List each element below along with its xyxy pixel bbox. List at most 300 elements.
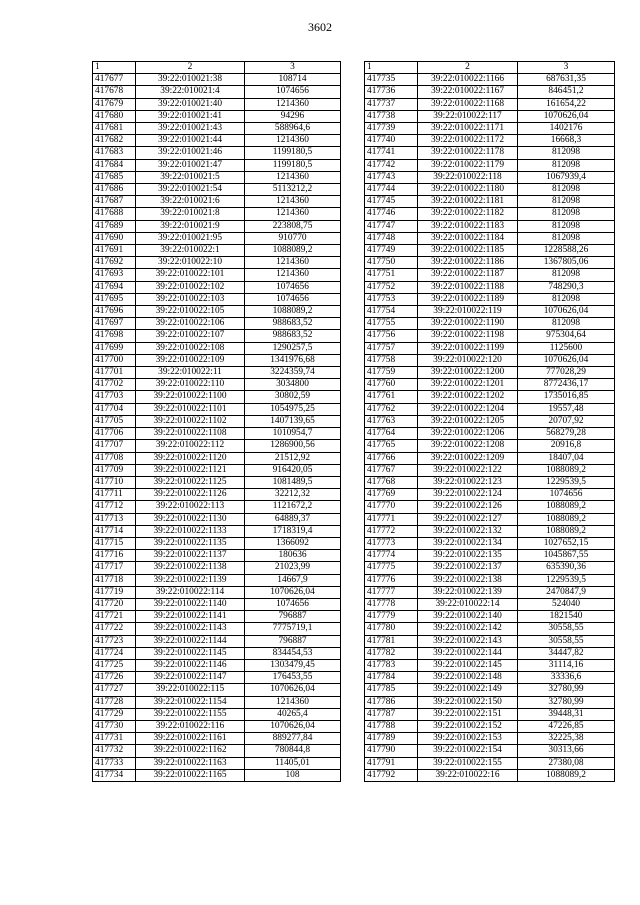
cadastral-number-cell: 39:22:010022:1102 bbox=[136, 415, 245, 427]
value-cell: 1821540 bbox=[518, 611, 615, 623]
table-row bbox=[365, 684, 615, 696]
table-row bbox=[93, 611, 341, 623]
row-number-cell: 417756 bbox=[365, 330, 418, 342]
table-row bbox=[93, 159, 341, 171]
value-cell: 27380,08 bbox=[518, 757, 615, 769]
value-cell: 1341976,68 bbox=[245, 354, 341, 366]
row-number-cell: 417724 bbox=[93, 647, 136, 659]
cadastral-number-cell: 39:22:010022:107 bbox=[136, 330, 245, 342]
table-row bbox=[365, 672, 615, 684]
value-cell: 1199180,5 bbox=[245, 147, 341, 159]
cadastral-number-cell: 39:22:010022:139 bbox=[418, 586, 518, 598]
cadastral-number-cell: 39:22:010022:11 bbox=[136, 367, 245, 379]
data-table-right bbox=[364, 61, 615, 782]
cadastral-number-cell: 39:22:010022:1204 bbox=[418, 403, 518, 415]
row-number-cell: 417689 bbox=[93, 220, 136, 232]
cadastral-number-cell: 39:22:010022:1139 bbox=[136, 574, 245, 586]
value-cell: 39448,31 bbox=[518, 708, 615, 720]
cadastral-number-cell: 39:22:010021:5 bbox=[136, 171, 245, 183]
row-number-cell: 417701 bbox=[93, 367, 136, 379]
cadastral-number-cell: 39:22:010022:110 bbox=[136, 379, 245, 391]
row-number-cell: 417757 bbox=[365, 342, 418, 354]
table-row bbox=[365, 757, 615, 769]
cadastral-number-cell: 39:22:010021:54 bbox=[136, 184, 245, 196]
value-cell: 176453,55 bbox=[245, 672, 341, 684]
cadastral-number-cell: 39:22:010022:1108 bbox=[136, 428, 245, 440]
value-cell: 812098 bbox=[518, 147, 615, 159]
value-cell: 1070626,04 bbox=[518, 306, 615, 318]
table-row bbox=[93, 171, 341, 183]
row-number-cell: 417786 bbox=[365, 696, 418, 708]
row-number-cell: 417791 bbox=[365, 757, 418, 769]
value-cell: 1070626,04 bbox=[518, 354, 615, 366]
table-row bbox=[93, 464, 341, 476]
value-cell: 21023,99 bbox=[245, 562, 341, 574]
table-row bbox=[365, 440, 615, 452]
cadastral-number-cell: 39:22:010022:149 bbox=[418, 684, 518, 696]
value-cell: 910770 bbox=[245, 232, 341, 244]
table-row bbox=[93, 354, 341, 366]
cadastral-number-cell: 39:22:010022:1146 bbox=[136, 659, 245, 671]
value-cell: 777028,29 bbox=[518, 367, 615, 379]
row-number-cell: 417693 bbox=[93, 269, 136, 281]
cadastral-number-cell: 39:22:010022:1200 bbox=[418, 367, 518, 379]
value-cell: 1199180,5 bbox=[245, 159, 341, 171]
table-body-right bbox=[365, 74, 615, 782]
table-row bbox=[93, 135, 341, 147]
value-cell: 1088089,2 bbox=[518, 513, 615, 525]
table-row bbox=[93, 452, 341, 464]
row-number-cell: 417679 bbox=[93, 98, 136, 110]
value-cell: 568279,28 bbox=[518, 428, 615, 440]
row-number-cell: 417678 bbox=[93, 86, 136, 98]
row-number-cell: 417783 bbox=[365, 659, 418, 671]
row-number-cell: 417685 bbox=[93, 171, 136, 183]
table-row bbox=[365, 110, 615, 122]
value-cell: 11405,01 bbox=[245, 757, 341, 769]
cadastral-number-cell: 39:22:010021:38 bbox=[136, 74, 245, 86]
value-cell: 687631,35 bbox=[518, 74, 615, 86]
row-number-cell: 417777 bbox=[365, 586, 418, 598]
row-number-cell: 417711 bbox=[93, 489, 136, 501]
table-row bbox=[93, 489, 341, 501]
row-number-cell: 417687 bbox=[93, 196, 136, 208]
table-body-left bbox=[93, 74, 341, 782]
value-cell: 1027652,15 bbox=[518, 537, 615, 549]
row-number-cell: 417727 bbox=[93, 684, 136, 696]
value-cell: 94296 bbox=[245, 110, 341, 122]
table-row bbox=[365, 598, 615, 610]
table-row bbox=[365, 647, 615, 659]
table-row bbox=[365, 196, 615, 208]
row-number-cell: 417748 bbox=[365, 232, 418, 244]
cadastral-number-cell: 39:22:010022:1185 bbox=[418, 245, 518, 257]
table-row bbox=[365, 184, 615, 196]
row-number-cell: 417684 bbox=[93, 159, 136, 171]
value-cell: 1214360 bbox=[245, 257, 341, 269]
cadastral-number-cell: 39:22:010022:135 bbox=[418, 550, 518, 562]
row-number-cell: 417755 bbox=[365, 318, 418, 330]
cadastral-number-cell: 39:22:010022:1181 bbox=[418, 196, 518, 208]
value-cell: 1070626,04 bbox=[245, 586, 341, 598]
cadastral-number-cell: 39:22:010022:145 bbox=[418, 659, 518, 671]
row-number-cell: 417764 bbox=[365, 428, 418, 440]
value-cell: 21512,92 bbox=[245, 452, 341, 464]
row-number-cell: 417709 bbox=[93, 464, 136, 476]
row-number-cell: 417725 bbox=[93, 659, 136, 671]
table-row bbox=[365, 135, 615, 147]
row-number-cell: 417736 bbox=[365, 86, 418, 98]
table-row bbox=[93, 708, 341, 720]
table-row bbox=[93, 86, 341, 98]
value-cell: 524040 bbox=[518, 598, 615, 610]
row-number-cell: 417714 bbox=[93, 525, 136, 537]
cadastral-number-cell: 39:22:010022:1138 bbox=[136, 562, 245, 574]
row-number-cell: 417703 bbox=[93, 391, 136, 403]
table-row bbox=[365, 354, 615, 366]
value-cell: 812098 bbox=[518, 269, 615, 281]
row-number-cell: 417737 bbox=[365, 98, 418, 110]
value-cell: 1070626,04 bbox=[245, 720, 341, 732]
cadastral-number-cell: 39:22:010022:1205 bbox=[418, 415, 518, 427]
value-cell: 1010954,7 bbox=[245, 428, 341, 440]
table-row bbox=[365, 696, 615, 708]
row-number-cell: 417753 bbox=[365, 293, 418, 305]
value-cell: 1088089,2 bbox=[245, 306, 341, 318]
table-row bbox=[365, 476, 615, 488]
row-number-cell: 417790 bbox=[365, 745, 418, 757]
cadastral-number-cell: 39:22:010022:119 bbox=[418, 306, 518, 318]
row-number-cell: 417774 bbox=[365, 550, 418, 562]
value-cell: 1286900,56 bbox=[245, 440, 341, 452]
value-cell: 748290,3 bbox=[518, 281, 615, 293]
value-cell: 108714 bbox=[245, 74, 341, 86]
table-row bbox=[93, 684, 341, 696]
table-row bbox=[93, 501, 341, 513]
cadastral-number-cell: 39:22:010022:154 bbox=[418, 745, 518, 757]
cadastral-number-cell: 39:22:010021:95 bbox=[136, 232, 245, 244]
table-row bbox=[365, 367, 615, 379]
table-row bbox=[365, 257, 615, 269]
cadastral-number-cell: 39:22:010022:1125 bbox=[136, 476, 245, 488]
value-cell: 1088089,2 bbox=[518, 769, 615, 781]
value-cell: 30802,59 bbox=[245, 391, 341, 403]
value-cell: 1125600 bbox=[518, 342, 615, 354]
row-number-cell: 417761 bbox=[365, 391, 418, 403]
cadastral-number-cell: 39:22:010022:1168 bbox=[418, 98, 518, 110]
value-cell: 1088089,2 bbox=[518, 525, 615, 537]
cadastral-number-cell: 39:22:010022:1141 bbox=[136, 611, 245, 623]
data-table-left bbox=[92, 61, 341, 782]
value-cell: 30313,66 bbox=[518, 745, 615, 757]
table-row bbox=[365, 330, 615, 342]
cadastral-number-cell: 39:22:010022:113 bbox=[136, 501, 245, 513]
table-row bbox=[93, 696, 341, 708]
row-number-cell: 417745 bbox=[365, 196, 418, 208]
table-row bbox=[365, 720, 615, 732]
value-cell: 31114,16 bbox=[518, 659, 615, 671]
value-cell: 1121672,2 bbox=[245, 501, 341, 513]
table-row bbox=[365, 745, 615, 757]
value-cell: 780844,8 bbox=[245, 745, 341, 757]
value-cell: 834454,53 bbox=[245, 647, 341, 659]
value-cell: 64889,37 bbox=[245, 513, 341, 525]
cadastral-number-cell: 39:22:010022:122 bbox=[418, 464, 518, 476]
cadastral-number-cell: 39:22:010022:1180 bbox=[418, 184, 518, 196]
table-row bbox=[93, 306, 341, 318]
value-cell: 1735016,85 bbox=[518, 391, 615, 403]
cadastral-number-cell: 39:22:010022:1120 bbox=[136, 452, 245, 464]
value-cell: 180636 bbox=[245, 550, 341, 562]
cadastral-number-cell: 39:22:010022:1167 bbox=[418, 86, 518, 98]
table-row bbox=[93, 757, 341, 769]
row-number-cell: 417683 bbox=[93, 147, 136, 159]
row-number-cell: 417732 bbox=[93, 745, 136, 757]
value-cell: 1402176 bbox=[518, 123, 615, 135]
cadastral-number-cell: 39:22:010022:117 bbox=[418, 110, 518, 122]
value-cell: 20707,92 bbox=[518, 415, 615, 427]
row-number-cell: 417741 bbox=[365, 147, 418, 159]
table-row bbox=[365, 232, 615, 244]
table-row bbox=[93, 659, 341, 671]
row-number-cell: 417742 bbox=[365, 159, 418, 171]
table-row bbox=[93, 562, 341, 574]
row-number-cell: 417759 bbox=[365, 367, 418, 379]
row-number-cell: 417713 bbox=[93, 513, 136, 525]
row-number-cell: 417688 bbox=[93, 208, 136, 220]
cadastral-number-cell: 39:22:010022:1121 bbox=[136, 464, 245, 476]
table-row bbox=[93, 476, 341, 488]
cadastral-number-cell: 39:22:010022:1140 bbox=[136, 598, 245, 610]
row-number-cell: 417743 bbox=[365, 171, 418, 183]
table-row bbox=[93, 220, 341, 232]
column-header-3: 3 bbox=[518, 62, 615, 74]
cadastral-number-cell: 39:22:010022:1145 bbox=[136, 647, 245, 659]
table-row bbox=[93, 147, 341, 159]
row-number-cell: 417739 bbox=[365, 123, 418, 135]
row-number-cell: 417746 bbox=[365, 208, 418, 220]
cadastral-number-cell: 39:22:010022:114 bbox=[136, 586, 245, 598]
value-cell: 34447,82 bbox=[518, 647, 615, 659]
row-number-cell: 417700 bbox=[93, 354, 136, 366]
value-cell: 1229539,5 bbox=[518, 574, 615, 586]
value-cell: 14667,9 bbox=[245, 574, 341, 586]
table-row bbox=[365, 659, 615, 671]
row-number-cell: 417760 bbox=[365, 379, 418, 391]
row-number-cell: 417692 bbox=[93, 257, 136, 269]
row-number-cell: 417730 bbox=[93, 720, 136, 732]
table-row bbox=[93, 440, 341, 452]
row-number-cell: 417758 bbox=[365, 354, 418, 366]
table-row bbox=[365, 74, 615, 86]
row-number-cell: 417686 bbox=[93, 184, 136, 196]
table-row bbox=[93, 391, 341, 403]
table-row bbox=[365, 342, 615, 354]
value-cell: 1074656 bbox=[245, 293, 341, 305]
row-number-cell: 417712 bbox=[93, 501, 136, 513]
row-number-cell: 417697 bbox=[93, 318, 136, 330]
cadastral-number-cell: 39:22:010022:1171 bbox=[418, 123, 518, 135]
table-row bbox=[365, 208, 615, 220]
value-cell: 30558,55 bbox=[518, 635, 615, 647]
cadastral-number-cell: 39:22:010022:116 bbox=[136, 720, 245, 732]
column-header-1: 1 bbox=[93, 62, 136, 74]
cadastral-number-cell: 39:22:010022:1133 bbox=[136, 525, 245, 537]
table-row bbox=[93, 367, 341, 379]
table-row bbox=[93, 586, 341, 598]
column-header-2: 2 bbox=[418, 62, 518, 74]
cadastral-number-cell: 39:22:010022:10 bbox=[136, 257, 245, 269]
table-row bbox=[365, 489, 615, 501]
table-row bbox=[93, 293, 341, 305]
value-cell: 1367805,06 bbox=[518, 257, 615, 269]
cadastral-number-cell: 39:22:010022:1186 bbox=[418, 257, 518, 269]
table-row bbox=[93, 403, 341, 415]
value-cell: 1088089,2 bbox=[245, 245, 341, 257]
row-number-cell: 417767 bbox=[365, 464, 418, 476]
cadastral-number-cell: 39:22:010022:103 bbox=[136, 293, 245, 305]
cadastral-number-cell: 39:22:010022:16 bbox=[418, 769, 518, 781]
table-row bbox=[365, 147, 615, 159]
table-row bbox=[365, 318, 615, 330]
cadastral-number-cell: 39:22:010022:1100 bbox=[136, 391, 245, 403]
value-cell: 30558,55 bbox=[518, 623, 615, 635]
table-row bbox=[365, 245, 615, 257]
cadastral-number-cell: 39:22:010022:1162 bbox=[136, 745, 245, 757]
cadastral-number-cell: 39:22:010022:1144 bbox=[136, 635, 245, 647]
cadastral-number-cell: 39:22:010022:102 bbox=[136, 281, 245, 293]
table-row bbox=[93, 769, 341, 781]
row-number-cell: 417776 bbox=[365, 574, 418, 586]
value-cell: 1214360 bbox=[245, 269, 341, 281]
cadastral-number-cell: 39:22:010022:1135 bbox=[136, 537, 245, 549]
table-header-row bbox=[93, 62, 341, 74]
row-number-cell: 417677 bbox=[93, 74, 136, 86]
cadastral-number-cell: 39:22:010022:1172 bbox=[418, 135, 518, 147]
row-number-cell: 417694 bbox=[93, 281, 136, 293]
cadastral-number-cell: 39:22:010022:1209 bbox=[418, 452, 518, 464]
value-cell: 32780,99 bbox=[518, 696, 615, 708]
cadastral-number-cell: 39:22:010022:1202 bbox=[418, 391, 518, 403]
row-number-cell: 417721 bbox=[93, 611, 136, 623]
cadastral-number-cell: 39:22:010022:1161 bbox=[136, 733, 245, 745]
value-cell: 812098 bbox=[518, 318, 615, 330]
value-cell: 1214360 bbox=[245, 696, 341, 708]
table-row bbox=[365, 403, 615, 415]
value-cell: 1214360 bbox=[245, 135, 341, 147]
table-row bbox=[365, 708, 615, 720]
table-row bbox=[93, 342, 341, 354]
column-header-3: 3 bbox=[245, 62, 341, 74]
value-cell: 3224359,74 bbox=[245, 367, 341, 379]
value-cell: 19557,48 bbox=[518, 403, 615, 415]
cadastral-number-cell: 39:22:010022:123 bbox=[418, 476, 518, 488]
value-cell: 975304,64 bbox=[518, 330, 615, 342]
value-cell: 988683,52 bbox=[245, 330, 341, 342]
value-cell: 1070626,04 bbox=[245, 684, 341, 696]
value-cell: 1074656 bbox=[245, 281, 341, 293]
row-number-cell: 417775 bbox=[365, 562, 418, 574]
cadastral-number-cell: 39:22:010021:41 bbox=[136, 110, 245, 122]
row-number-cell: 417766 bbox=[365, 452, 418, 464]
cadastral-number-cell: 39:22:010022:152 bbox=[418, 720, 518, 732]
value-cell: 1228588,26 bbox=[518, 245, 615, 257]
cadastral-number-cell: 39:22:010022:1154 bbox=[136, 696, 245, 708]
row-number-cell: 417792 bbox=[365, 769, 418, 781]
table-row bbox=[93, 257, 341, 269]
cadastral-number-cell: 39:22:010021:8 bbox=[136, 208, 245, 220]
cadastral-number-cell: 39:22:010022:124 bbox=[418, 489, 518, 501]
cadastral-number-cell: 39:22:010022:153 bbox=[418, 733, 518, 745]
row-number-cell: 417754 bbox=[365, 306, 418, 318]
cadastral-number-cell: 39:22:010021:44 bbox=[136, 135, 245, 147]
cadastral-number-cell: 39:22:010022:1178 bbox=[418, 147, 518, 159]
value-cell: 1045867,55 bbox=[518, 550, 615, 562]
cadastral-number-cell: 39:22:010021:40 bbox=[136, 98, 245, 110]
table-row bbox=[93, 428, 341, 440]
table-row bbox=[365, 562, 615, 574]
table-row bbox=[93, 672, 341, 684]
table-row bbox=[93, 733, 341, 745]
row-number-cell: 417699 bbox=[93, 342, 136, 354]
table-row bbox=[365, 464, 615, 476]
row-number-cell: 417719 bbox=[93, 586, 136, 598]
row-number-cell: 417706 bbox=[93, 428, 136, 440]
table-row bbox=[93, 415, 341, 427]
table-row bbox=[93, 525, 341, 537]
cadastral-number-cell: 39:22:010022:1206 bbox=[418, 428, 518, 440]
value-cell: 5113212,2 bbox=[245, 184, 341, 196]
cadastral-number-cell: 39:22:010022:148 bbox=[418, 672, 518, 684]
row-number-cell: 417738 bbox=[365, 110, 418, 122]
value-cell: 635390,36 bbox=[518, 562, 615, 574]
table-row bbox=[365, 501, 615, 513]
row-number-cell: 417718 bbox=[93, 574, 136, 586]
value-cell: 32780,99 bbox=[518, 684, 615, 696]
table-row bbox=[365, 293, 615, 305]
cadastral-number-cell: 39:22:010022:142 bbox=[418, 623, 518, 635]
row-number-cell: 417715 bbox=[93, 537, 136, 549]
cadastral-number-cell: 39:22:010022:1184 bbox=[418, 232, 518, 244]
row-number-cell: 417765 bbox=[365, 440, 418, 452]
value-cell: 812098 bbox=[518, 208, 615, 220]
cadastral-number-cell: 39:22:010022:1155 bbox=[136, 708, 245, 720]
cadastral-number-cell: 39:22:010022:150 bbox=[418, 696, 518, 708]
value-cell: 1074656 bbox=[245, 598, 341, 610]
value-cell: 1081489,5 bbox=[245, 476, 341, 488]
row-number-cell: 417682 bbox=[93, 135, 136, 147]
cadastral-number-cell: 39:22:010022:105 bbox=[136, 306, 245, 318]
row-number-cell: 417723 bbox=[93, 635, 136, 647]
row-number-cell: 417708 bbox=[93, 452, 136, 464]
value-cell: 812098 bbox=[518, 159, 615, 171]
value-cell: 8772436,17 bbox=[518, 379, 615, 391]
cadastral-number-cell: 39:22:010022:108 bbox=[136, 342, 245, 354]
value-cell: 812098 bbox=[518, 232, 615, 244]
value-cell: 20916,8 bbox=[518, 440, 615, 452]
value-cell: 988683,52 bbox=[245, 318, 341, 330]
table-row bbox=[93, 184, 341, 196]
row-number-cell: 417784 bbox=[365, 672, 418, 684]
value-cell: 1214360 bbox=[245, 196, 341, 208]
table-row bbox=[93, 720, 341, 732]
row-number-cell: 417763 bbox=[365, 415, 418, 427]
value-cell: 161654,22 bbox=[518, 98, 615, 110]
value-cell: 3034800 bbox=[245, 379, 341, 391]
value-cell: 18407,04 bbox=[518, 452, 615, 464]
cadastral-number-cell: 39:22:010022:1198 bbox=[418, 330, 518, 342]
cadastral-number-cell: 39:22:010022:1163 bbox=[136, 757, 245, 769]
